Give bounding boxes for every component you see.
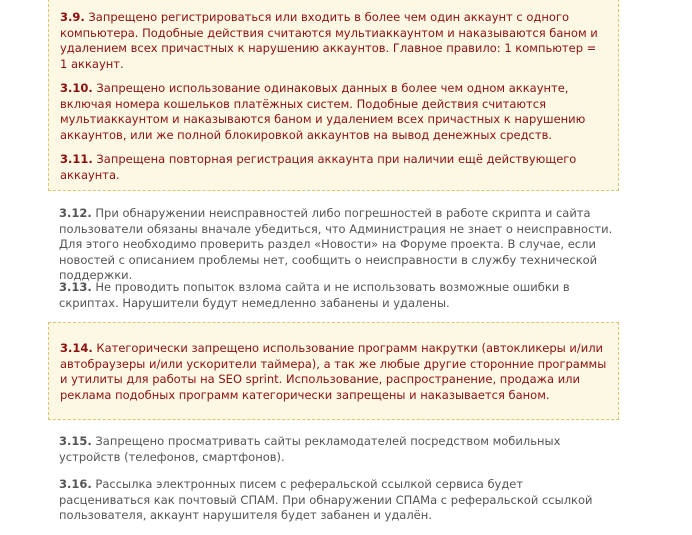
rule-number: 3.14.	[60, 341, 93, 355]
rule-number: 3.16.	[59, 477, 92, 491]
rule-3-14	[60, 341, 607, 403]
rule-number: 3.9.	[60, 10, 85, 24]
rule-number: 3.12.	[59, 206, 92, 220]
highlighted-rules-block-1	[48, 0, 619, 191]
rule-3-15	[59, 434, 615, 465]
rule-3-11	[60, 152, 607, 183]
rule-text: Категорически запрещено использование программ накрутки (автокликеры и/или автобраузеры и/или ускорители таймера), а так же любые другие сторонние программы и утилиты для работы на SEO sprint. Использование, распространение, продажа или реклама подобных программ категорически запрещены и наказывается баном.	[60, 341, 607, 402]
rule-text: Не проводить попыток взлома сайта и не использовать возможные ошибки в скриптах. Нарушители будут немедленно забанены и удалены.	[59, 280, 570, 310]
rule-number: 3.11.	[60, 152, 93, 166]
rule-3-12	[59, 206, 615, 284]
rule-text: Запрещена повторная регистрация аккаунта при наличии ещё действующего аккаунта.	[60, 152, 577, 182]
rule-number: 3.15.	[59, 434, 92, 448]
rule-text: Рассылка электронных писем с реферальской ссылкой сервиса будет расцениваться как почтовый СПАМ. При обнаружении СПАМа с реферальской ссылкой пользователя, аккаунт нарушителя будет забанен и удалён.	[59, 477, 593, 522]
rule-text: Запрещено просматривать сайты рекламодателей посредством мобильных устройств (телефонов, смартфонов).	[59, 434, 561, 464]
rule-3-10	[60, 81, 607, 143]
highlighted-rules-block-2	[48, 322, 619, 420]
rule-text: При обнаружении неисправностей либо погрешностей в работе скрипта и сайта пользователи обязаны вначале убедиться, что Администрация не знает о неисправности. Для этого необходимо проверить раздел «Новости» на Форуме проекта. В случае, если новостей с описанием проблемы нет, сообщить о неисправности в службу технической поддержки.	[59, 206, 613, 282]
rule-number: 3.13.	[59, 280, 92, 294]
rule-number: 3.10.	[60, 81, 93, 95]
rule-3-9	[60, 10, 607, 72]
rule-text: Запрещено использование одинаковых данных в более чем одном аккаунте, включая номера кошельков платёжных систем. Подобные действия считаются мультиаккаунтом и наказываются баном и удалением всех причастных к нарушению аккаунтов, или же полной блокировкой аккаунтов на вывод денежных средств.	[60, 81, 586, 142]
rule-3-13	[59, 280, 615, 311]
rule-text: Запрещено регистрироваться или входить в более чем один аккаунт с одного компьютера. Подобные действия считаются мультиаккаунтом и наказываются баном и удалением всех причастных к нарушению аккаунтов. Главное правило: 1 компьютер = 1 аккаунт.	[60, 10, 598, 71]
rule-3-16	[59, 477, 615, 524]
